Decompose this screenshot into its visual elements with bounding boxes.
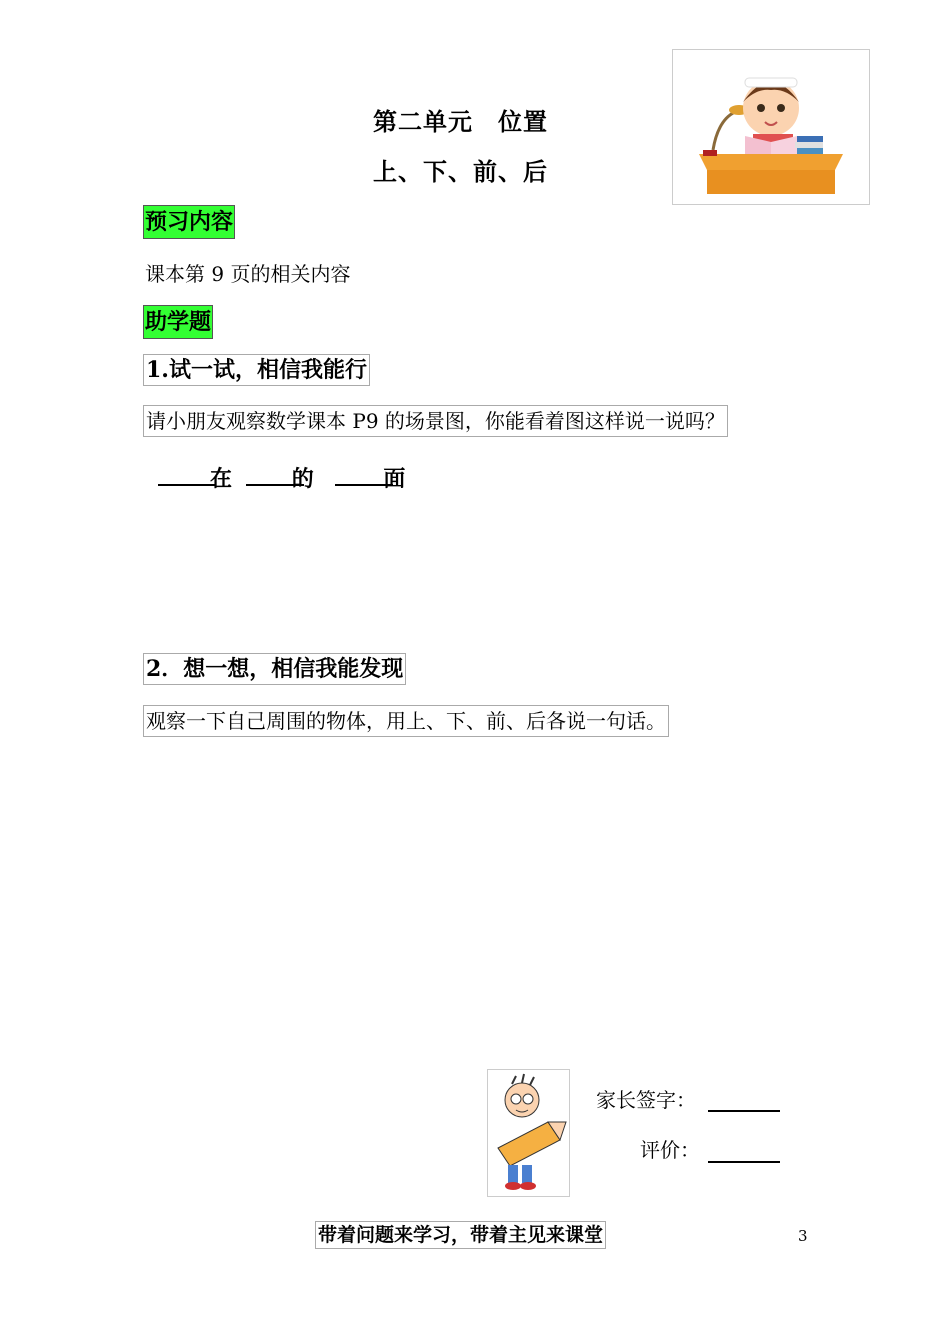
footer-motto: 带着问题来学习，带着主见来课堂: [315, 1221, 606, 1249]
student-reading-illustration: [672, 49, 870, 205]
question-2-instruction: 观察一下自己周围的物体，用上、下、前、后各说一句话。: [143, 705, 669, 737]
blank-subject[interactable]: [158, 454, 216, 486]
word-of: 的: [291, 466, 314, 492]
unit-title: 第二单元 位置: [373, 107, 548, 136]
lesson-title: 上、下、前、后: [373, 157, 548, 186]
question-2-title: 2．想一想，相信我能发现: [143, 653, 406, 685]
parent-signature-label: 家长签字：: [596, 1088, 696, 1112]
fill-in-sentence: [158, 454, 405, 493]
evaluation-line[interactable]: [708, 1159, 780, 1163]
word-in: 在: [210, 466, 233, 492]
page-number: 3: [798, 1227, 808, 1245]
preview-text: 课本第 9 页的相关内容: [145, 262, 351, 286]
helper-label: 助学题: [143, 305, 213, 339]
pencil-boy-illustration: [487, 1069, 570, 1197]
question-1-title: 1.试一试，相信我能行: [143, 354, 370, 386]
evaluation-label: 评价：: [640, 1138, 700, 1162]
preview-label: 预习内容: [143, 205, 235, 239]
pencil-boy-icon: [488, 1070, 569, 1196]
student-reading-icon: [673, 50, 869, 204]
word-side: 面: [383, 466, 406, 492]
question-1-instruction: 请小朋友观察数学课本 P9 的场景图，你能看着图这样说一说吗？: [143, 405, 728, 437]
parent-signature-line[interactable]: [708, 1108, 780, 1112]
